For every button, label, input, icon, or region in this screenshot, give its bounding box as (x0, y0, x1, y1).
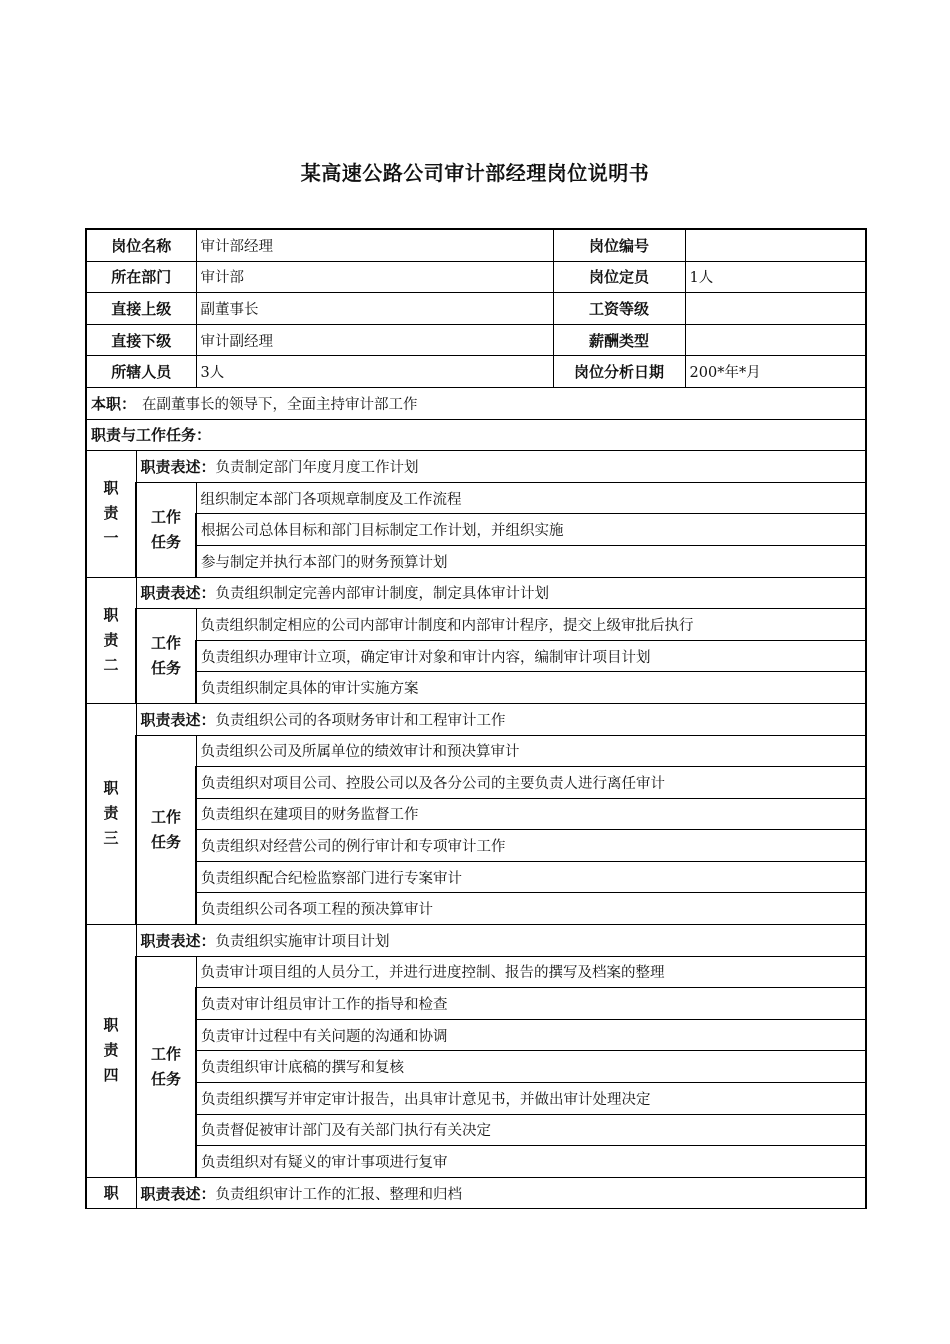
position-name-value: 审计部经理 (196, 229, 553, 261)
statement-text: 负责制定部门年度月度工作计划 (215, 459, 419, 476)
duty-2-label: 职 责 二 (86, 577, 136, 703)
duty-3-statement-row (86, 703, 866, 735)
table-row (86, 482, 866, 514)
table-row (86, 798, 866, 830)
analysis-date-value: 200*年*月 (685, 356, 866, 388)
statement-text: 负责组织制定完善内部审计制度，制定具体审计计划 (215, 586, 550, 603)
task-item: 负责组织制定具体的审计实施方案 (196, 672, 866, 704)
duties-header-row (86, 419, 866, 451)
statement-text: 负责组织审计工作的汇报、整理和归档 (215, 1186, 463, 1203)
task-item: 负责组织撰写并审定审计报告，出具审计意见书，并做出审计处理决定 (196, 1083, 866, 1115)
salary-type-label: 薪酬类型 (553, 324, 685, 356)
headcount-label: 岗位定员 (553, 261, 685, 293)
duty-5-label: 职 (86, 1177, 136, 1209)
statement-label: 职责表述： (140, 931, 216, 950)
task-item: 负责组织对项目公司、控股公司以及各分公司的主要负责人进行离任审计 (196, 767, 866, 799)
task-item: 根据公司总体目标和部门目标制定工作计划，并组织实施 (196, 514, 866, 546)
statement-label: 职责表述： (140, 1184, 216, 1203)
table-row (86, 514, 866, 546)
subordinate-label: 直接下级 (86, 324, 196, 356)
core-duty-text: 在副董事长的领导下，全面主持审计部工作 (142, 396, 418, 413)
task-item: 组织制定本部门各项规章制度及工作流程 (196, 482, 866, 514)
duties-header: 职责与工作任务： (86, 419, 866, 451)
table-row (86, 1083, 866, 1115)
table-row (86, 672, 866, 704)
position-name-label: 岗位名称 (86, 229, 196, 261)
duty-1-statement-row (86, 451, 866, 483)
task-item: 负责组织对经营公司的例行审计和专项审计工作 (196, 830, 866, 862)
statement-text: 负责组织公司的各项财务审计和工程审计工作 (215, 712, 506, 729)
statement-label: 职责表述： (140, 584, 216, 603)
info-row-1 (86, 229, 866, 261)
superior-label: 直接上级 (86, 293, 196, 325)
table-row (86, 609, 866, 641)
duty-4-statement-row (86, 925, 866, 957)
task-item: 负责组织公司各项工程的预决算审计 (196, 893, 866, 925)
task-item: 负责对审计组员审计工作的指导和检查 (196, 988, 866, 1020)
core-duty-label: 本职： (91, 394, 137, 413)
duty-1-statement (136, 451, 866, 483)
statement-label: 职责表述： (140, 457, 216, 476)
table-row (86, 988, 866, 1020)
table-row (86, 735, 866, 767)
document-title: 某高速公路公司审计部经理岗位说明书 (300, 161, 650, 185)
table-row (86, 1019, 866, 1051)
duty-5-statement (136, 1177, 866, 1209)
table-row (86, 861, 866, 893)
wage-grade-value (685, 293, 866, 325)
duty-2-task-label: 工作 任务 (136, 609, 196, 704)
duty-2-statement (136, 577, 866, 609)
duty-2-statement-row (86, 577, 866, 609)
task-item: 负责组织制定相应的公司内部审计制度和内部审计程序，提交上级审批后执行 (196, 609, 866, 641)
staff-value: 3人 (196, 356, 553, 388)
task-item: 负责组织对有疑义的审计事项进行复审 (196, 1146, 866, 1178)
info-row-4 (86, 324, 866, 356)
table-row (86, 956, 866, 988)
position-code-label: 岗位编号 (553, 229, 685, 261)
duty-4-label: 职 责 四 (86, 925, 136, 1178)
table-row (86, 1051, 866, 1083)
statement-label: 职责表述： (140, 710, 216, 729)
staff-label: 所辖人员 (86, 356, 196, 388)
duty-5-statement-row (86, 1177, 866, 1209)
table-row (86, 767, 866, 799)
duty-1-task-label: 工作 任务 (136, 482, 196, 577)
salary-type-value (685, 324, 866, 356)
task-item: 负责组织配合纪检监察部门进行专案审计 (196, 861, 866, 893)
headcount-value: 1人 (685, 261, 866, 293)
department-label: 所在部门 (86, 261, 196, 293)
core-duty-row (86, 387, 866, 419)
analysis-date-label: 岗位分析日期 (553, 356, 685, 388)
task-item: 负责审计项目组的人员分工，并进行进度控制、报告的撰写及档案的整理 (196, 956, 866, 988)
table-row (86, 545, 866, 577)
wage-grade-label: 工资等级 (553, 293, 685, 325)
duty-3-statement (136, 703, 866, 735)
info-row-5 (86, 356, 866, 388)
statement-text: 负责组织实施审计项目计划 (215, 933, 390, 950)
task-item: 负责督促被审计部门及有关部门执行有关决定 (196, 1114, 866, 1146)
task-item: 负责审计过程中有关问题的沟通和协调 (196, 1019, 866, 1051)
table-row (86, 830, 866, 862)
info-row-2 (86, 261, 866, 293)
job-description-table (85, 228, 867, 1209)
duty-3-task-label: 工作 任务 (136, 735, 196, 925)
task-item: 负责组织审计底稿的撰写和复核 (196, 1051, 866, 1083)
info-row-3 (86, 293, 866, 325)
table-row (86, 640, 866, 672)
superior-value: 副董事长 (196, 293, 553, 325)
duty-3-label: 职 责 三 (86, 703, 136, 924)
table-row (86, 893, 866, 925)
table-row (86, 1114, 866, 1146)
subordinate-value: 审计副经理 (196, 324, 553, 356)
task-item: 参与制定并执行本部门的财务预算计划 (196, 545, 866, 577)
duty-4-statement (136, 925, 866, 957)
core-duty-cell (86, 387, 866, 419)
department-value: 审计部 (196, 261, 553, 293)
duty-1-label: 职 责 一 (86, 451, 136, 577)
task-item: 负责组织在建项目的财务监督工作 (196, 798, 866, 830)
table-row (86, 1146, 866, 1178)
duty-4-task-label: 工作 任务 (136, 956, 196, 1177)
task-item: 负责组织办理审计立项，确定审计对象和审计内容，编制审计项目计划 (196, 640, 866, 672)
position-code-value (685, 229, 866, 261)
task-item: 负责组织公司及所属单位的绩效审计和预决算审计 (196, 735, 866, 767)
